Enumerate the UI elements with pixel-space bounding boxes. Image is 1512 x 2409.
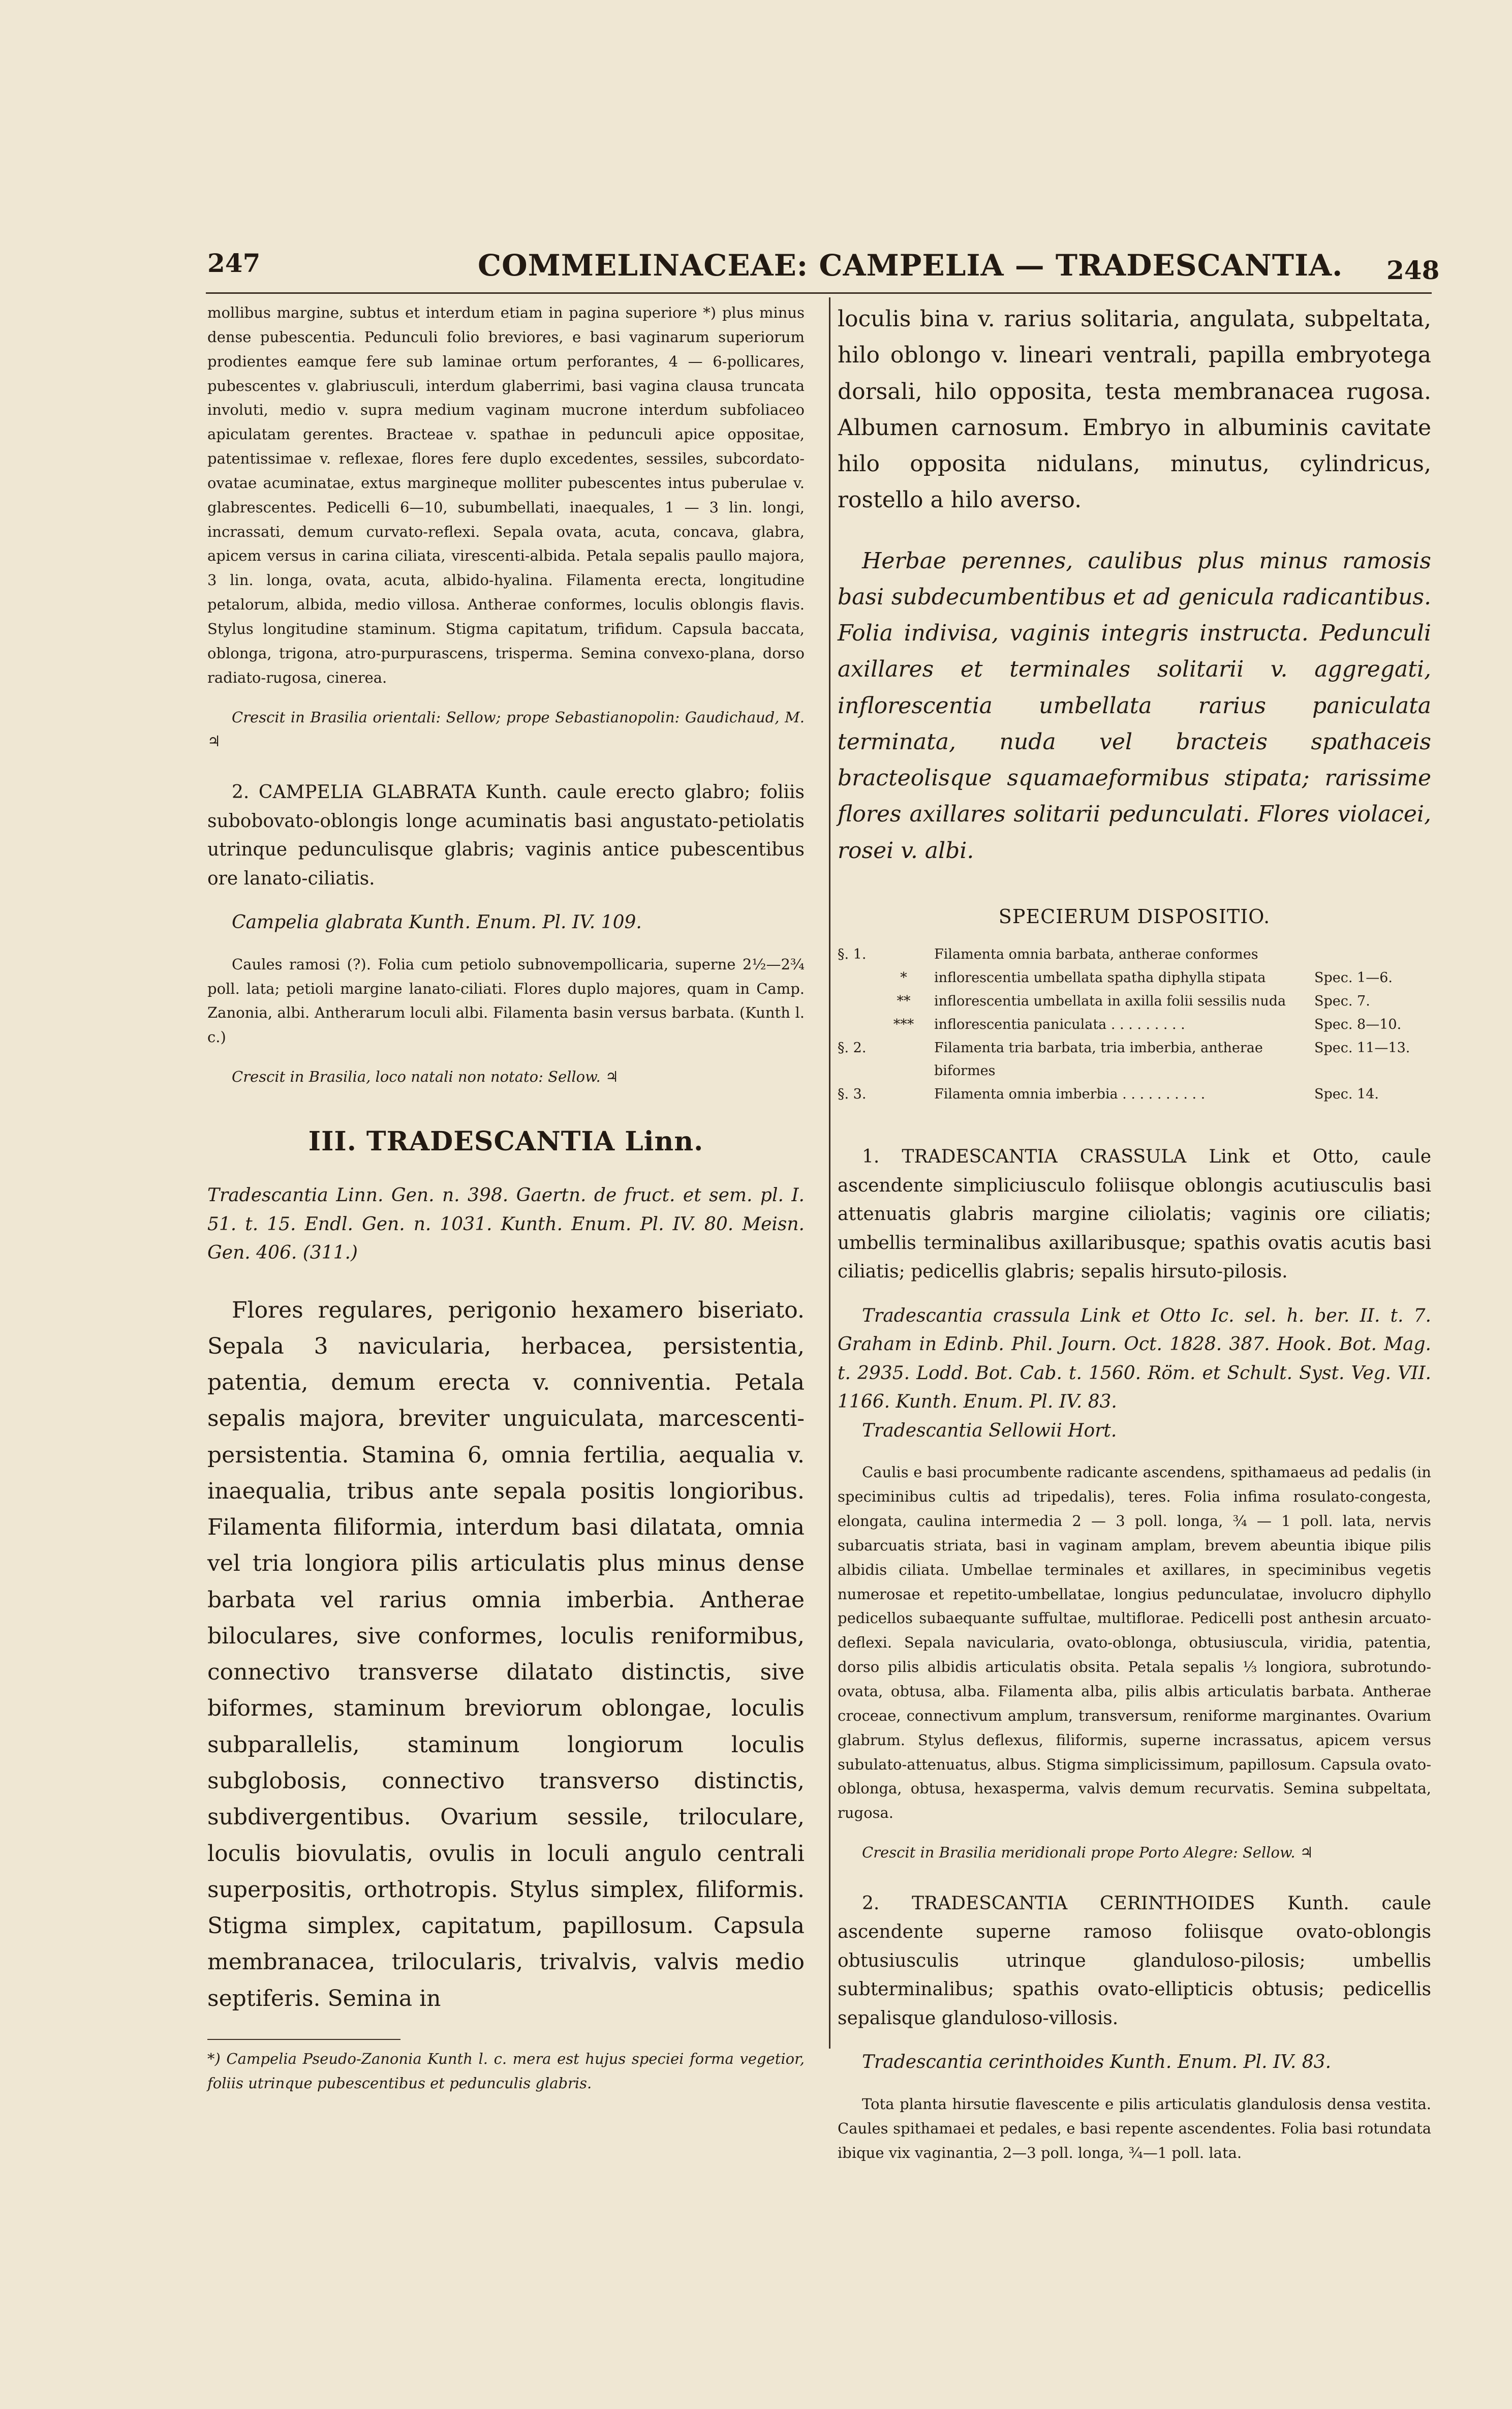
campelia-glabrata-citation: Campelia glabrata Kunth. Enum. Pl. IV. 109. (232, 912, 642, 933)
disposition-text: Filamenta omnia barbata, antherae conformes (934, 946, 1258, 962)
disposition-spec: Spec. 1—6. (1314, 969, 1393, 986)
genus-description-continued: loculis bina v. rarius solitaria, angulata, subpeltata, hilo oblongo v. lineari ventrali, papilla embryotega dorsali, hilo opposita, testa membranacea rugosa. Albumen carnosum. Embryo in albuminis cavitate hilo opposita nidulans, minutus, cylindricus, rostello a hilo averso. (838, 306, 1431, 513)
tradescantia-cerinthoides-citation: Tradescantia cerinthoides Kunth. Enum. Pl. IV. 83. (862, 2052, 1332, 2073)
disposition-spec: Spec. 14. (1314, 1086, 1379, 1103)
disposition-row (838, 1013, 1431, 1036)
disposition-sec: §. 2. (838, 1040, 867, 1056)
disposition-row (838, 1036, 1431, 1083)
page-number-right: 248 (1386, 255, 1440, 285)
header-rule (206, 292, 1432, 294)
disposition-text: Filamenta omnia imberbia . . . . . . . . . . (934, 1086, 1206, 1103)
disposition-row (838, 966, 1431, 990)
campelia-glabrata-habitat: Crescit in Brasilia, loco natali non notato: Sellow. ♃ (232, 1068, 619, 1086)
disposition-mark (873, 1036, 934, 1083)
species-disposition-title: SPECIERUM DISPOSITIO. (998, 905, 1271, 928)
tradescantia-crassula-description: Caulis e basi procumbente radicante ascendens, spithamaeus ad pedalis (in speciminibus cultis ad tripedalis), teres. Folia infima rosulato-congesta, elongata, caulina intermedia 2 — 3 poll. longa, ¾ — 1 poll. lata, nervis subarcuatis striata, basi in vaginam amplam, brevem abeuntia ibique pilis albidis ciliata. Umbellae terminales et axillares, in speciminibus vegetis numerosae et repetito-umbellatae, longius pedunculatae, involucro diphyllo pedicellos subaequante suffultae, multiflorae. Pedicelli post anthesin arcuato-deflexi. Sepala navicularia, ovato-oblonga, obtusiuscula, viridia, patentia, dorso pilis albidis articulatis obsita. Petala sepalis ⅓ longiora, subrotundo-ovata, obtusa, alba. Filamenta alba, pilis albis articulatis barbata. Antherae croceae, connectivum amplum, transversum, reniforme marginantes. Ovarium glabrum. Stylus deflexus, filiformis, superne incrassatus, apicem versus subulato-attenuatus, albus. Stigma simplicissimum, papillosum. Capsula ovato-oblonga, obtusa, hexasperma, valvis demum recurvatis. Semina subpeltata, rugosa. (838, 1463, 1431, 1822)
campelia-description-continued: mollibus margine, subtus et interdum etiam in pagina superiore *) plus minus dense pubescentia. Pedunculi folio breviores, e basi vaginarum superiorum prodientes eamque fere sub laminae ortum perforantes, 4 — 6-pollicares, pubescentes v. glabriusculi, interdum glaberrimi, basi vagina clausa truncata involuti, medio v. supra medium vaginam mucrone interdum subfoliaceo apiculatam gerentes. Bracteae v. spathae in pedunculi apice oppositae, patentissimae v. reflexae, flores fere duplo excedentes, sessiles, subcordato-ovatae acuminatae, extus margineque molliter pubescentes intus puberulae v. glabrescentes. Pedicelli 6—10, subumbellati, inaequales, 1 — 3 lin. longi, incrassati, demum curvato-reflexi. Sepala ovata, acuta, concava, glabra, apicem versus in carina ciliata, virescenti-albida. Petala sepalis paullo majora, 3 lin. longa, ovata, acuta, albido-hyalina. Filamenta erecta, longitudine petalorum, albida, medio villosa. Antherae conformes, loculis oblongis flavis. Stylus longitudine staminum. Stigma capitatum, trifidum. Capsula baccata, oblonga, trigona, atro-purpurascens, trisperma. Semina convexo-plana, dorso radiato-rugosa, cinerea. (207, 304, 805, 686)
disposition-mark: *** (893, 1016, 914, 1032)
genus-description: Flores regulares, perigonio hexamero biseriato. Sepala 3 navicularia, herbacea, persistentia, patentia, demum erecta v. conniventia. Petala sepalis majora, breviter unguiculata, marcescenti-persistentia. Stamina 6, omnia fertilia, aequalia v. inaequalia, tribus ante sepala positis longioribus. Filamenta filiformia, interdum basi dilatata, omnia vel tria longiora pilis articulatis plus minus dense barbata vel rarius omnia imberbia. Antherae biloculares, sive conformes, loculis reniformibus, connectivo transverse dilatato distinctis, sive biformes, staminum breviorum oblongae, loculis subparallelis, staminum longiorum loculis subglobosis, connectivo transverso distinctis, subdivergentibus. Ovarium sessile, triloculare, loculis biovulatis, ovulis in loculi angulo centrali superpositis, orthotropis. Stylus simplex, filiformis. Stigma simplex, capitatum, papillosum. Capsula membranacea, trilocularis, trivalvis, valvis medio septiferis. Semina in (207, 1297, 805, 2011)
tradescantia-crassula-diagnosis: 1. TRADESCANTIA CRASSULA Link et Otto, caule ascendente simpliciusculo foliisque oblongis acutiusculis basi attenuatis glabris margine ciliolatis; vaginis ore ciliatis; umbellis terminalibus axillaribusque; spathis ovatis acutis basi ciliatis; pedicellis glabris; sepalis hirsuto-pilosis. (838, 1146, 1431, 1283)
running-header (0, 248, 1512, 289)
tradescantia-crassula-synonym: Tradescantia Sellowii Hort. (862, 1420, 1117, 1441)
disposition-mark (873, 943, 934, 966)
footnote: *) Campelia Pseudo-Zanonia Kunth l. c. mera est hujus speciei forma vegetior, foliis utrinque pubescentibus et pedunculis glabris. (207, 2050, 805, 2092)
disposition-text: inflorescentia umbellata spatha diphylla stipata (934, 969, 1266, 986)
disposition-text: inflorescentia umbellata in axilla folii sessilis nuda (934, 993, 1286, 1009)
tradescantia-crassula-citations: Tradescantia crassula Link et Otto Ic. sel. h. ber. II. t. 7. Graham in Edinb. Phil. Journ. Oct. 1828. 387. Hook. Bot. Mag. t. 2935. Lodd. Bot. Cab. t. 1560. Röm. et Schult. Syst. Veg. VII. 1166. Kunth. Enum. Pl. IV. 83. (838, 1305, 1431, 1413)
disposition-mark (873, 1083, 934, 1106)
disposition-mark: ** (897, 993, 911, 1009)
disposition-sec: §. 3. (838, 1086, 867, 1103)
disposition-spec (1304, 943, 1431, 966)
genus-synonymy: Tradescantia Linn. Gen. n. 398. Gaertn. de fruct. et sem. pl. I. 51. t. 15. Endl. Gen. n. 1031. Kunth. Enum. Pl. IV. 80. Meisn. Gen. 406. (311.) (207, 1184, 805, 1264)
disposition-spec: Spec. 8—10. (1314, 1016, 1402, 1032)
disposition-spec: Spec. 7. (1314, 993, 1370, 1009)
campelia-glabrata-diagnosis: 2. CAMPELIA GLABRATA Kunth. caule erecto glabro; foliis subobovato-oblongis longe acuminatis basi angustato-petiolatis utrinque pedunculisque glabris; vaginis antice pubescentibus ore lanato-ciliatis. (207, 782, 805, 889)
disposition-text: Filamenta tria barbata, tria imberbia, antherae biformes (934, 1040, 1263, 1079)
left-column (207, 301, 805, 2096)
disposition-row (838, 1083, 1431, 1106)
disposition-sec (838, 966, 873, 990)
running-title: COMMELINACEAE: CAMPELIA — TRADESCANTIA. (478, 248, 1343, 283)
disposition-sec: §. 1. (838, 946, 867, 962)
right-column (838, 301, 1431, 2166)
genus-heading: III. TRADESCANTIA Linn. (308, 1125, 704, 1157)
disposition-sec (838, 1013, 873, 1036)
disposition-spec: Spec. 11—13. (1314, 1040, 1410, 1056)
tradescantia-crassula-habitat: Crescit in Brasilia meridionali prope Porto Alegre: Sellow. ♃ (862, 1844, 1313, 1862)
disposition-row (838, 990, 1431, 1013)
tradescantia-cerinthoides-description: Tota planta hirsutie flavescente e pilis articulatis glandulosis densa vestita. Caules spithamaei et pedales, e basi repente ascendentes. Folia basi rotundata ibique vix vaginantia, 2—3 poll. longa, ¾—1 poll. lata. (838, 2095, 1431, 2161)
species-disposition-table (838, 943, 1431, 1106)
footnote-rule (207, 2039, 400, 2040)
campelia-glabrata-description: Caules ramosi (?). Folia cum petiolo subnovempollicaria, superne 2½—2¾ poll. lata; petioli margine lanato-ciliati. Flores duplo majores, quam in Camp. Zanonia, albi. Antherarum loculi albi. Filamenta basin versus barbata. (Kunth l. c.) (207, 955, 805, 1046)
disposition-mark: * (900, 969, 907, 986)
genus-habit: Herbae perennes, caulibus plus minus ramosis basi subdecumbentibus et ad genicula radicantibus. Folia indivisa, vaginis integris instructa. Pedunculi axillares et terminales solitarii v. aggregati, inflorescentia umbellata rarius paniculata terminata, nuda vel bracteis spathaceis bracteolisque squamaeformibus stipata; rarissime flores axillares solitarii pedunculati. Flores violacei, rosei v. albi. (838, 547, 1431, 864)
disposition-row (838, 943, 1431, 966)
habitat-note: Crescit in Brasilia orientali: Sellow; prope Sebastianopolin: Gaudichaud, M. ♃ (207, 708, 805, 750)
disposition-text: inflorescentia paniculata . . . . . . . . . (934, 1016, 1185, 1032)
disposition-sec (838, 990, 873, 1013)
column-divider (829, 297, 830, 2049)
page-number-left: 247 (207, 248, 261, 278)
tradescantia-cerinthoides-diagnosis: 2. TRADESCANTIA CERINTHOIDES Kunth. caule ascendente superne ramoso foliisque ovato-oblongis obtusiusculis utrinque glanduloso-pilosis; umbellis subterminalibus; spathis ovato-ellipticis obtusis; pedicellis sepalisque glanduloso-villosis. (838, 1893, 1431, 2029)
